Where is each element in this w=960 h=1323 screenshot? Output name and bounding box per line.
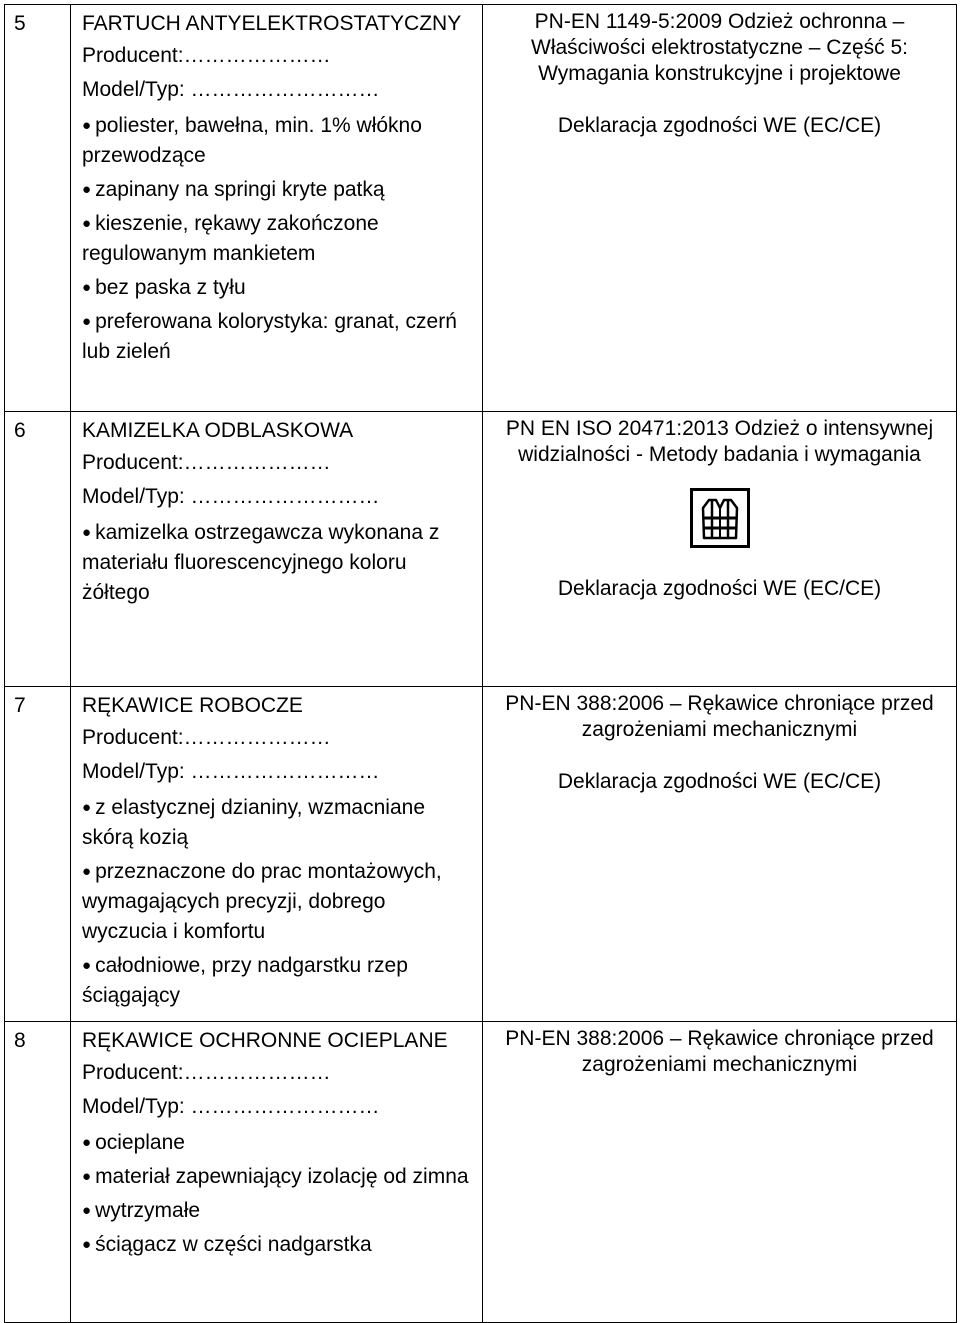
list-item: ● całodniowe, przy nadgarstku rzep ściągający [82,954,408,1007]
declaration-text: Deklaracja zgodności WE (EC/CE) [557,770,882,793]
norm-cell [483,687,957,1022]
norm-cell [483,1022,957,1323]
declaration-text: Deklaracja zgodności WE (EC/CE) [557,577,882,600]
norm-text: PN-EN 388:2006 – Rękawice chroniące przed zagrożeniami mechanicznymi [505,692,934,741]
bullet-icon: ● [82,1236,92,1253]
bullet-icon: ● [82,181,92,198]
list-item: ● wytrzymałe [82,1199,201,1222]
table-row [5,5,957,412]
row-number: 6 [5,412,71,687]
norm-text: PN-EN 1149-5:2009 Odzież ochronna – Właściwości elektrostatyczne – Część 5: Wymagania konstrukcyjne i projektowe [531,10,908,85]
list-item: ● preferowana kolorystyka: granat, czerń lub zieleń [82,310,457,363]
list-item: ● zapinany na springi kryte patką [82,178,385,201]
list-item: ● materiał zapewniający izolację od zimna [82,1165,469,1188]
bullet-icon: ● [82,1168,92,1185]
bullet-icon: ● [82,524,92,541]
norm-text: PN-EN 388:2006 – Rękawice chroniące przed zagrożeniami mechanicznymi [505,1027,934,1076]
high-visibility-vest-icon [690,488,750,548]
bullet-icon: ● [82,863,92,880]
table-row [5,687,957,1022]
item-description [71,687,483,1022]
bullet-icon: ● [82,957,92,974]
list-item: ● przeznaczone do prac montażowych, wymagających precyzji, dobrego wyczucia i komfortu [82,860,442,943]
table-row [5,1022,957,1323]
row-number: 7 [5,687,71,1022]
bullet-icon: ● [82,279,92,296]
bullet-icon: ● [82,117,92,134]
model-field: Model/Typ: ……………………… [82,760,380,783]
model-field: Model/Typ: ……………………… [82,78,380,101]
list-item: ● kieszenie, rękawy zakończone regulowanym mankietem [82,212,379,265]
item-title: RĘKAWICE OCHRONNE OCIEPLANE [82,1029,448,1052]
list-item: ● bez paska z tyłu [82,276,246,299]
row-number: 8 [5,1022,71,1323]
row-number: 5 [5,5,71,412]
bullet-icon: ● [82,313,92,330]
bullet-icon: ● [82,215,92,232]
list-item: ● ocieplane [82,1131,185,1154]
producer-field: Producent:………………… [82,726,331,749]
list-item: ● poliester, bawełna, min. 1% włókno przewodzące [82,114,422,167]
item-title: RĘKAWICE ROBOCZE [82,694,303,717]
item-description [71,5,483,412]
bullet-icon: ● [82,1202,92,1219]
bullet-icon: ● [82,799,92,816]
norm-text: PN EN ISO 20471:2013 Odzież o intensywnej widzialności - Metody badania i wymagania [505,417,934,466]
producer-field: Producent:………………… [82,44,331,67]
item-description [71,1022,483,1323]
list-item: ● z elastycznej dzianiny, wzmacniane skórą kozią [82,796,425,849]
declaration-text: Deklaracja zgodności WE (EC/CE) [557,114,882,137]
bullet-icon: ● [82,1134,92,1151]
item-title: KAMIZELKA ODBLASKOWA [82,419,354,442]
list-item: ● ściągacz w części nadgarstka [82,1233,372,1256]
producer-field: Producent:………………… [82,1061,331,1084]
model-field: Model/Typ: ……………………… [82,1095,380,1118]
list-item: ● kamizelka ostrzegawcza wykonana z materiału fluorescencyjnego koloru żółtego [82,521,440,604]
norm-cell [483,412,957,687]
table-row [5,412,957,687]
item-title: FARTUCH ANTYELEKTROSTATYCZNY [82,12,462,35]
norm-cell [483,5,957,412]
item-description [71,412,483,687]
model-field: Model/Typ: ……………………… [82,485,380,508]
producer-field: Producent:………………… [82,451,331,474]
equipment-spec-table [4,4,957,1323]
